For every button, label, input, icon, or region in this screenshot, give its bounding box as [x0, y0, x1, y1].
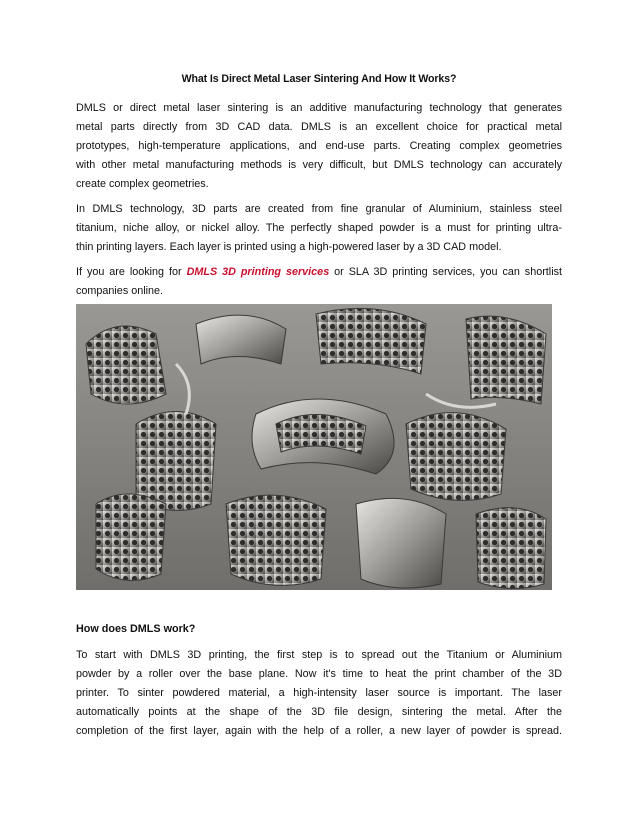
text-line: with other metal manufacturing methods is very difficult, but DMLS technology can accurately — [76, 159, 562, 171]
text-line: thin printing layers. Each layer is printed using a high-powered laser by a 3D CAD model. — [76, 241, 502, 253]
text-line: printer. To sinter powdered material, a high-intensity laser source is important. The laser — [76, 687, 562, 699]
text-segment: If you are looking for — [76, 266, 187, 278]
section-heading: How does DMLS work? — [76, 623, 196, 635]
text-line: completion of the first layer, again with the help of a roller, a new layer of powder is spread. — [76, 725, 562, 737]
text-line: automatically points at the shape of the 3D file design, sintering the metal. After the — [76, 706, 562, 718]
text-line — [76, 263, 562, 282]
text-line: In DMLS technology, 3D parts are created from fine granular of Aluminium, stainless steel — [76, 203, 562, 215]
text-segment: or SLA 3D printing services, you can shortlist — [329, 266, 563, 278]
text-line: metal parts directly from 3D CAD data. DMLS is an excellent choice for practical metal — [76, 121, 562, 133]
page-title: What Is Direct Metal Laser Sintering And How It Works? — [181, 73, 457, 85]
paragraph-intro — [76, 99, 562, 194]
text-line: prototypes, high-temperature applications, and end-use parts. Creating complex geometries — [76, 140, 562, 152]
paragraph-process — [76, 646, 562, 741]
paragraph-materials — [76, 200, 562, 257]
dmls-parts-photo — [76, 304, 552, 590]
dmls-services-link[interactable]: DMLS 3D printing services — [186, 266, 330, 278]
paragraph-services — [76, 263, 562, 301]
text-line: create complex geometries. — [76, 178, 209, 190]
text-line: powder by a roller over the base plane. Now it's time to heat the print chamber of the 3D — [76, 668, 562, 680]
text-line: To start with DMLS 3D printing, the first step is to spread out the Titanium or Aluminium — [76, 649, 562, 661]
text-line: titanium, niche alloy, or nickel alloy. The perfectly shaped powder is a must for printing ultra- — [76, 222, 562, 234]
text-line: DMLS or direct metal laser sintering is an additive manufacturing technology that generates — [76, 102, 562, 114]
text-line: companies online. — [76, 285, 164, 297]
